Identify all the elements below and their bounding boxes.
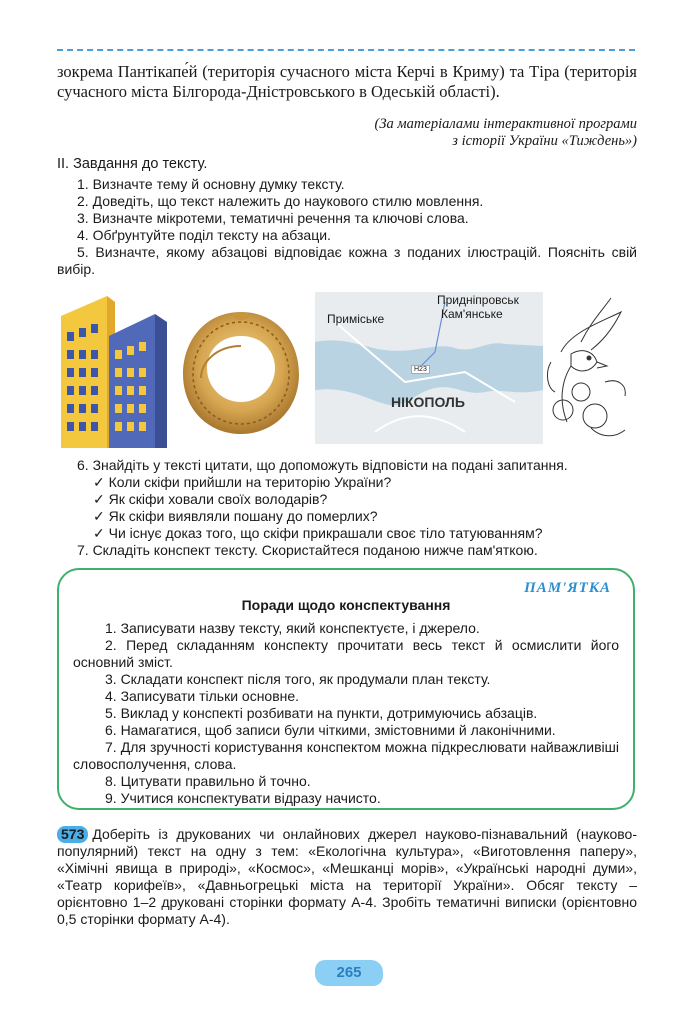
task-item: 5. Визначте, якому абзацові відповідає кожна з поданих ілюстрацій. Поясніть свій вибір. — [57, 244, 637, 277]
section-title: ІІ. Завдання до тексту. — [57, 156, 208, 172]
top-dashed-rule — [57, 49, 635, 51]
map-label-kamianske: Кам'янське — [441, 307, 503, 321]
memo-box — [57, 568, 635, 810]
golden-pectoral-illustration — [179, 306, 303, 438]
task-6-question: ✓ Як скіфи виявляли пошану до померлих? — [93, 508, 378, 524]
page-number: 265 — [315, 960, 383, 986]
memo-item: 6. Намагатися, щоб записи були чіткими, змістовними й лаконічними. — [105, 722, 556, 738]
memo-item: 9. Учитися конспектувати відразу начисто. — [105, 790, 381, 806]
task-item: 1. Визначте тему й основну думку тексту. — [77, 176, 345, 192]
task-6-block — [57, 457, 637, 559]
map-label-dniprovsk: Придніпровськ — [437, 293, 519, 307]
intro-paragraph: зокрема Пантікапе́й (територія сучасного міста Керчі в Криму) та Тіра (територія сучасного міста Білгорода-Дністровського в Одеській області). — [57, 62, 637, 101]
task-item: 2. Доведіть, що текст належить до наукового стилю мовлення. — [77, 193, 484, 209]
task-list — [57, 176, 637, 278]
memo-title: Поради щодо конспектування — [241, 597, 451, 613]
exercise-573 — [57, 826, 637, 928]
exercise-number-badge: 573 — [57, 826, 88, 843]
map-road-badge: H23 — [411, 365, 430, 374]
task-6-question: ✓ Як скіфи ховали своїх володарів? — [93, 491, 328, 507]
map-label-prymiske: Приміське — [327, 312, 385, 326]
memo-item: 3. Складати конспект після того, як продумали план тексту. — [105, 671, 491, 687]
memo-item: 8. Цитувати правильно й точно. — [105, 773, 311, 789]
map-label-nikopol: НІКОПОЛЬ — [391, 394, 465, 410]
memo-item: 5. Виклад у конспекті розбивати на пункти, дотримуючись абзаців. — [105, 705, 538, 721]
memo-item: 2. Перед складанням конспекту прочитати весь текст й осмислити його основний зміст. — [73, 637, 619, 670]
memo-item: 7. Для зручності користування конспектом можна підкреслювати найважливіші словосполучення, слова. — [73, 739, 619, 772]
task-6-question: ✓ Коли скіфи прийшли на територію України? — [93, 474, 392, 490]
memo-item: 4. Записувати тільки основне. — [105, 688, 300, 704]
illustrations-row — [57, 292, 637, 448]
bird-tattoo-sketch — [541, 292, 637, 448]
memo-item: 1. Записувати назву тексту, який конспектуєте, і джерело. — [105, 620, 480, 636]
task-6-intro: 6. Знайдіть у тексті цитати, що допоможуть відповісти на подані запитання. — [77, 457, 568, 473]
task-item: 4. Обґрунтуйте поділ тексту на абзаци. — [77, 227, 331, 243]
exercise-text: Доберіть із друкованих чи онлайнових джерел науково-пізнавальний (науково-популярний) текст на одну з тем: «Екологічна культура», «Виготовлення паперу», «Хімічні явища в природі», «Космос», «Мешканці морів», «Українські народні думи», «Театр корифеїв», «Давньогрецькі міста на території України». Обсяг тексту – орієнтовно 1–2 друковані сторінки формату А-4. Зробіть тематичні виписки (орієнтовно 0,5 сторінки формату А-4). — [57, 826, 637, 927]
source-line-1: (За матеріалами інтерактивної програми — [374, 116, 637, 132]
memo-header: ПАМ'ЯТКА — [524, 580, 611, 596]
buildings-illustration — [57, 292, 177, 448]
task-7: 7. Складіть конспект тексту. Скористайтеся поданою нижче пам'яткою. — [77, 542, 538, 558]
source-line-2: з історії України «Тиждень») — [452, 133, 637, 149]
source-citation — [375, 116, 637, 150]
task-6-question: ✓ Чи існує доказ того, що скіфи прикрашали своє тіло татуюванням? — [93, 525, 543, 541]
memo-list — [73, 620, 619, 807]
map-illustration — [315, 292, 543, 444]
task-item: 3. Визначте мікротеми, тематичні речення та ключові слова. — [77, 210, 469, 226]
